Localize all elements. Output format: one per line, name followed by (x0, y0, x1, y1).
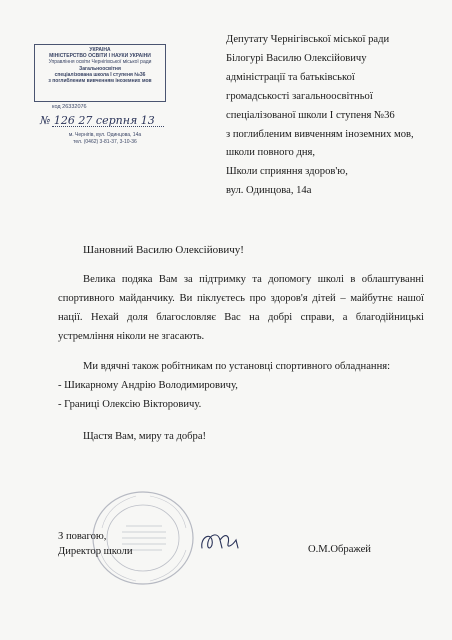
registration-number: № 126 27 серпня 13 (40, 114, 155, 127)
stamp-address-line: м. Чернігів, вул. Одинцова, 14а (68, 132, 142, 138)
addressee-line: Школи сприяння здоров'ю, (226, 166, 348, 178)
stamp-line: спеціалізована школа І ступеня №36 (54, 71, 146, 78)
addressee-line: вул. Одинцова, 14а (226, 185, 312, 197)
body-paragraph-1 (58, 270, 424, 346)
addressee-block (226, 31, 436, 201)
stamp-address (40, 132, 170, 145)
body-line: Велика подяка Вам за підтримку та допомогу школі в облаштуванні (83, 274, 424, 285)
signoff-regards: З повагою, (58, 531, 107, 542)
signoff-title: Директор школи (58, 545, 133, 557)
worker-item: - Границі Олексію Вікторовичу. (58, 399, 202, 410)
stamp-registration (40, 114, 170, 130)
official-stamp (34, 44, 166, 102)
greeting: Шановний Василю Олексійовичу! (83, 244, 244, 256)
body-line: спортивного майданчику. Ви піклуєтесь про здоров'я дітей – майбутнє нашої (58, 293, 424, 304)
signature-icon (196, 526, 246, 556)
body-line: Ми вдячні також робітникам по установці спортивного обладнання: (83, 361, 391, 372)
body-paragraph-2 (58, 357, 424, 414)
addressee-line: Білогурі Василю Олексійовичу (226, 52, 367, 64)
stamp-line: з поглибленим вивченням іноземних мов (48, 78, 152, 85)
stamp-address-line: тел. (0462) 3-81-37, 3-10-36 (73, 138, 137, 145)
stamp-line: УКРАЇНА (89, 47, 111, 53)
addressee-line: громадськості загальноосвітньої (226, 90, 373, 102)
stamp-line: Загальноосвітня (79, 65, 121, 72)
stamp-line: МІНІСТЕРСТВО ОСВІТИ І НАУКИ УКРАЇНИ (49, 53, 151, 60)
body-line: устремління ніколи не згасають. (58, 331, 205, 342)
stamp-code: код 26332076 (52, 104, 87, 110)
closing-wish: Щастя Вам, миру та добра! (83, 431, 207, 442)
addressee-line: Депутату Чернігівської міської ради (226, 34, 390, 45)
worker-item: - Шикарному Андрію Володимировичу, (58, 380, 238, 391)
stamp-line: Управління освіти Чернігівської міської ради (48, 59, 152, 66)
registration-underline (52, 126, 164, 127)
body-line: нації. Нехай доля благословляє Вас на добрі справи, а благодійницькі (58, 312, 424, 323)
addressee-line: школи повного дня, (226, 147, 316, 159)
signoff-name: О.М.Ображей (308, 544, 371, 555)
addressee-line: з поглибленим вивченням іноземних мов, (226, 128, 414, 140)
addressee-line: адміністрації та батьківської (226, 71, 355, 83)
signoff-block (58, 530, 133, 559)
addressee-line: спеціалізованої школи І ступеня №36 (226, 109, 395, 121)
